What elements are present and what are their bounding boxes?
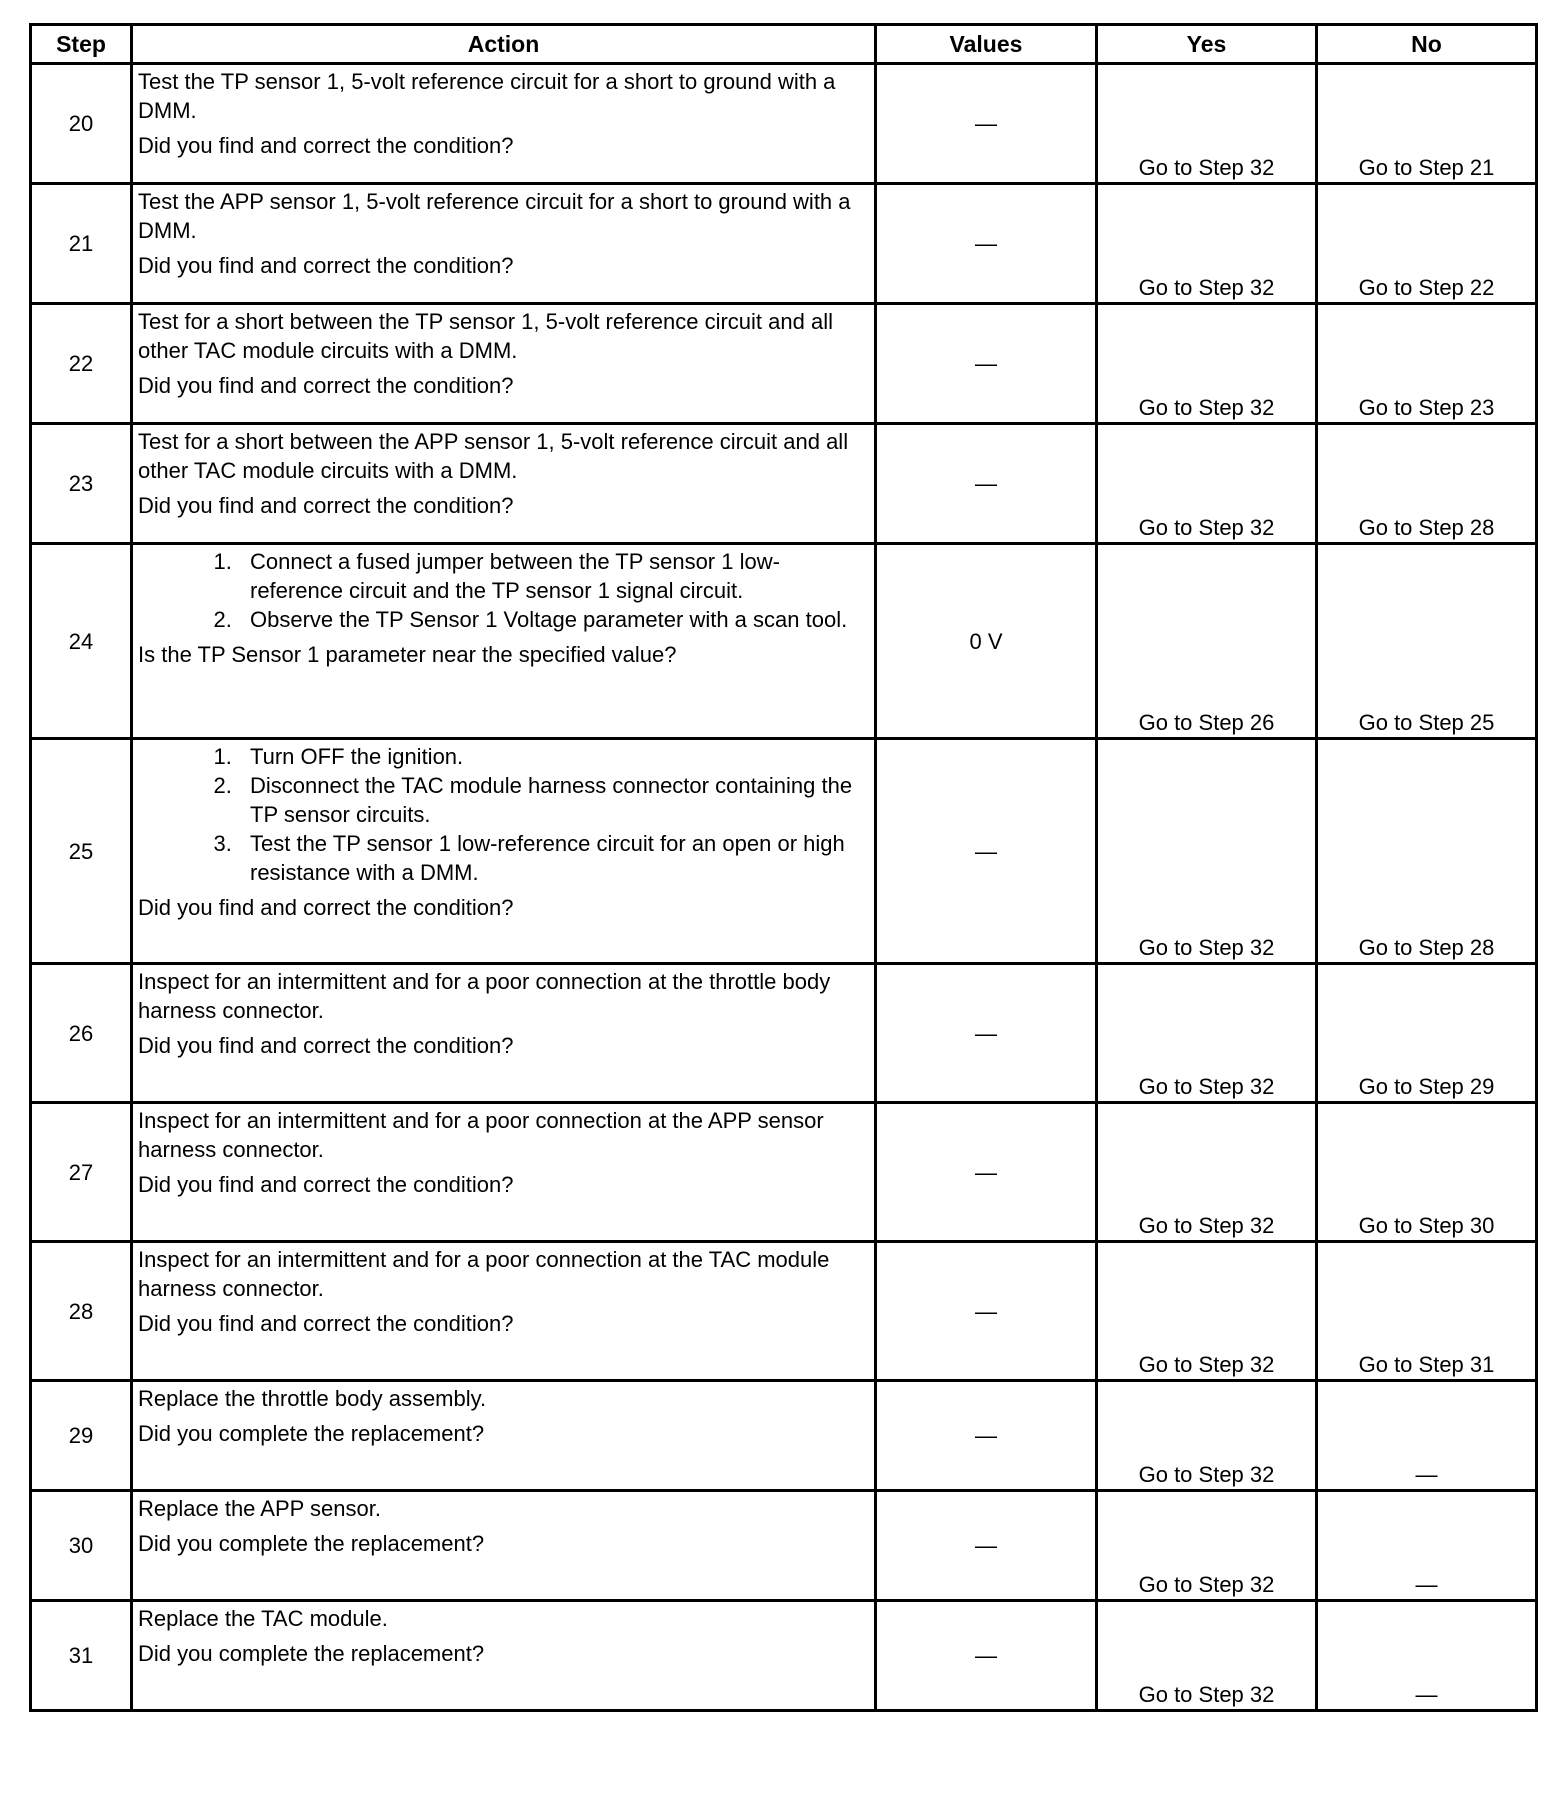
values-cell: — — [876, 1381, 1097, 1491]
action-question: Did you find and correct the condition? — [138, 1172, 514, 1197]
step-number: 21 — [31, 184, 132, 304]
no-cell: — — [1317, 1381, 1537, 1491]
action-question: Did you find and correct the condition? — [138, 1311, 514, 1336]
action-text: Inspect for an intermittent and for a poor connection at the TAC module harness connector. — [138, 1247, 830, 1301]
action-question: Did you find and correct the condition? — [138, 493, 514, 518]
action-cell — [132, 304, 876, 424]
action-text: Test the TP sensor 1, 5-volt reference circuit for a short to ground with a DMM. — [138, 69, 836, 123]
values-cell: — — [876, 64, 1097, 184]
table-row — [31, 1242, 1537, 1381]
table-row — [31, 304, 1537, 424]
yes-cell: Go to Step 32 — [1097, 304, 1317, 424]
list-item: 1. Connect a fused jumper between the TP sensor 1 low-reference circuit and the TP sensor 1 signal circuit. — [238, 547, 870, 605]
no-cell: Go to Step 22 — [1317, 184, 1537, 304]
list-item: 1. Turn OFF the ignition. — [238, 742, 870, 771]
action-question: Did you complete the replacement? — [138, 1641, 485, 1666]
step-number: 30 — [31, 1491, 132, 1601]
action-cell — [132, 739, 876, 964]
table-row — [31, 1601, 1537, 1711]
action-question: Is the TP Sensor 1 parameter near the specified value? — [138, 642, 677, 667]
action-cell — [132, 64, 876, 184]
action-text: Inspect for an intermittent and for a poor connection at the throttle body harness connector. — [138, 969, 831, 1023]
no-cell: Go to Step 21 — [1317, 64, 1537, 184]
step-number: 31 — [31, 1601, 132, 1711]
values-cell: — — [876, 739, 1097, 964]
table-body — [31, 64, 1537, 1711]
table-header — [31, 25, 1537, 64]
yes-cell: Go to Step 32 — [1097, 424, 1317, 544]
no-cell: Go to Step 30 — [1317, 1103, 1537, 1242]
yes-cell: Go to Step 32 — [1097, 64, 1317, 184]
yes-cell: Go to Step 32 — [1097, 1601, 1317, 1711]
list-item: 2. Disconnect the TAC module harness connector containing the TP sensor circuits. — [238, 771, 870, 829]
action-cell — [132, 1491, 876, 1601]
action-text: Inspect for an intermittent and for a poor connection at the APP sensor harness connector. — [138, 1108, 824, 1162]
list-item: 2. Observe the TP Sensor 1 Voltage parameter with a scan tool. — [238, 605, 870, 634]
table-row — [31, 1491, 1537, 1601]
values-cell: 0 V — [876, 544, 1097, 739]
action-cell — [132, 1381, 876, 1491]
header-action: Action — [132, 25, 876, 64]
step-number: 26 — [31, 964, 132, 1103]
no-cell: Go to Step 31 — [1317, 1242, 1537, 1381]
step-number: 29 — [31, 1381, 132, 1491]
step-number: 22 — [31, 304, 132, 424]
action-question: Did you find and correct the condition? — [138, 1033, 514, 1058]
yes-cell: Go to Step 32 — [1097, 1242, 1317, 1381]
table-row — [31, 64, 1537, 184]
yes-cell: Go to Step 32 — [1097, 1381, 1317, 1491]
step-number: 28 — [31, 1242, 132, 1381]
values-cell: — — [876, 1103, 1097, 1242]
action-text: Replace the TAC module. — [138, 1606, 388, 1631]
table-row — [31, 184, 1537, 304]
action-text: Replace the APP sensor. — [138, 1496, 381, 1521]
action-question: Did you complete the replacement? — [138, 1531, 485, 1556]
values-cell: — — [876, 184, 1097, 304]
values-cell: — — [876, 424, 1097, 544]
no-cell: — — [1317, 1491, 1537, 1601]
action-cell — [132, 424, 876, 544]
action-steps-list — [138, 547, 870, 634]
yes-cell: Go to Step 26 — [1097, 544, 1317, 739]
no-cell: Go to Step 28 — [1317, 424, 1537, 544]
values-cell: — — [876, 964, 1097, 1103]
values-cell: — — [876, 1242, 1097, 1381]
header-yes: Yes — [1097, 25, 1317, 64]
step-number: 23 — [31, 424, 132, 544]
action-text: Test for a short between the TP sensor 1, 5-volt reference circuit and all other TAC module circuits with a DMM. — [138, 309, 833, 363]
yes-cell: Go to Step 32 — [1097, 184, 1317, 304]
diagnostic-table — [29, 23, 1538, 1712]
no-cell: Go to Step 28 — [1317, 739, 1537, 964]
values-cell: — — [876, 1601, 1097, 1711]
yes-cell: Go to Step 32 — [1097, 1491, 1317, 1601]
yes-cell: Go to Step 32 — [1097, 739, 1317, 964]
table-row — [31, 1381, 1537, 1491]
header-row — [31, 25, 1537, 64]
step-number: 25 — [31, 739, 132, 964]
action-cell — [132, 1601, 876, 1711]
action-cell — [132, 964, 876, 1103]
action-text: Test for a short between the APP sensor 1, 5-volt reference circuit and all other TAC module circuits with a DMM. — [138, 429, 849, 483]
list-item: 3. Test the TP sensor 1 low-reference circuit for an open or high resistance with a DMM. — [238, 829, 870, 887]
no-cell: Go to Step 29 — [1317, 964, 1537, 1103]
no-cell: — — [1317, 1601, 1537, 1711]
table-row — [31, 739, 1537, 964]
header-values: Values — [876, 25, 1097, 64]
action-question: Did you find and correct the condition? — [138, 373, 514, 398]
table-row — [31, 424, 1537, 544]
action-question: Did you find and correct the condition? — [138, 133, 514, 158]
yes-cell: Go to Step 32 — [1097, 1103, 1317, 1242]
yes-cell: Go to Step 32 — [1097, 964, 1317, 1103]
no-cell: Go to Step 25 — [1317, 544, 1537, 739]
header-step: Step — [31, 25, 132, 64]
action-cell — [132, 184, 876, 304]
action-cell — [132, 1242, 876, 1381]
table-row — [31, 1103, 1537, 1242]
header-no: No — [1317, 25, 1537, 64]
table-row — [31, 964, 1537, 1103]
action-question: Did you find and correct the condition? — [138, 253, 514, 278]
action-cell — [132, 1103, 876, 1242]
action-text: Test the APP sensor 1, 5-volt reference circuit for a short to ground with a DMM. — [138, 189, 851, 243]
action-cell — [132, 544, 876, 739]
table-row — [31, 544, 1537, 739]
action-steps-list — [138, 742, 870, 887]
action-question: Did you find and correct the condition? — [138, 895, 514, 920]
step-number: 27 — [31, 1103, 132, 1242]
step-number: 24 — [31, 544, 132, 739]
step-number: 20 — [31, 64, 132, 184]
no-cell: Go to Step 23 — [1317, 304, 1537, 424]
action-question: Did you complete the replacement? — [138, 1421, 485, 1446]
values-cell: — — [876, 1491, 1097, 1601]
values-cell: — — [876, 304, 1097, 424]
action-text: Replace the throttle body assembly. — [138, 1386, 487, 1411]
